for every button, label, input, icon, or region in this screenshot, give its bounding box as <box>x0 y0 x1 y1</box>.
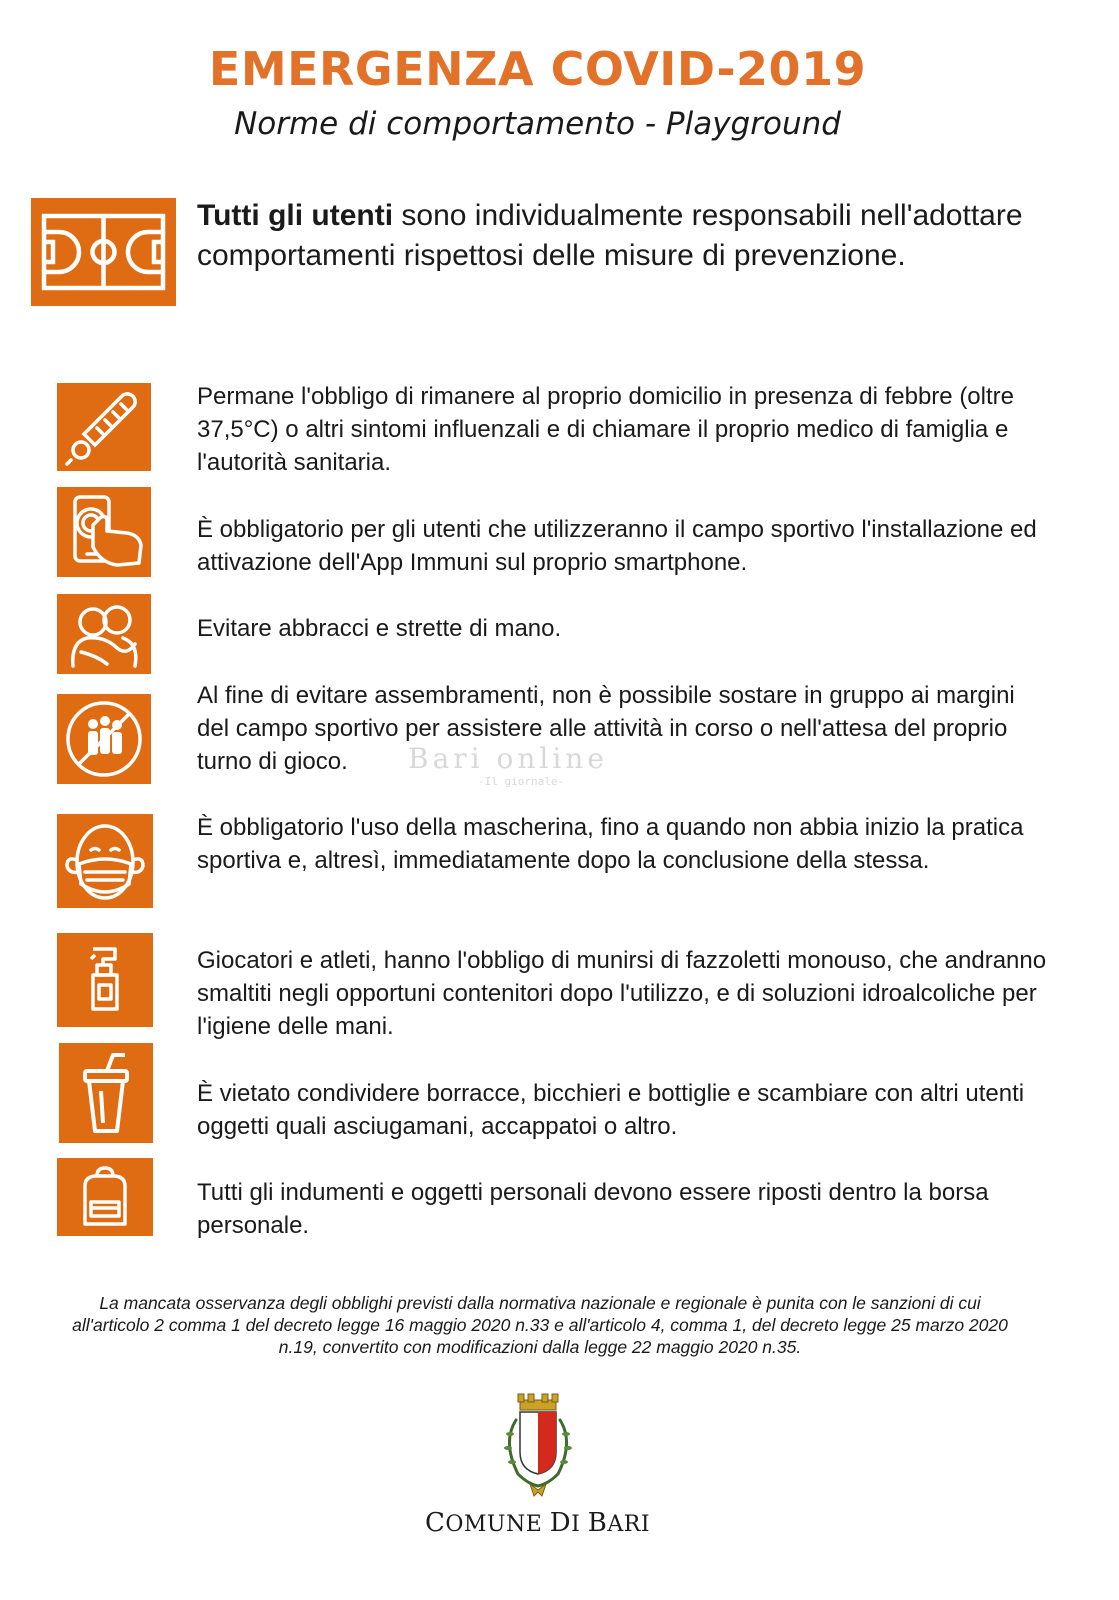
sanitizer-spray-icon <box>57 933 153 1027</box>
rule-no-hugs: Evitare abbracci e strette di mano. <box>197 615 562 642</box>
watermark: Bari online -Il giornale- <box>408 742 608 788</box>
page-title: EMERGENZA COVID-2019 <box>208 42 867 96</box>
rule-tissues-sanitizer: Giocatori e atleti, hanno l'obbligo di munirsi di fazzoletti monouso, che andranno smaltiti negli opportuni contenitori dopo l'utilizzo, e di soluzioni idroalcoliche per l'igiene delle mani. <box>197 947 1047 1040</box>
rule-mask: È obbligatorio l'uso della mascherina, fino a quando non abbia inizio la pratica sportiva e, altresì, immediatamente dopo la conclusione della stessa. <box>197 814 1024 874</box>
basketball-court-icon <box>31 198 176 306</box>
rule-fever: Permane l'obbligo di rimanere al proprio domicilio in presenza di febbre (oltre 37,5°C) o altri sintomi influenzali e di chiamare il proprio medico di famiglia e l'autorità sanitaria. <box>197 383 1014 476</box>
rule-personal-bag: Tutti gli indumenti e oggetti personali devono essere riposti dentro la borsa personale. <box>197 1179 989 1239</box>
thermometer-icon <box>57 383 151 471</box>
no-crowd-icon <box>57 694 151 784</box>
intro-text: sono individualmente responsabili nell'adottare comportamenti rispettosi delle misure di prevenzione. <box>197 199 1023 272</box>
intro-bold: Tutti gli utenti <box>197 199 394 232</box>
page-subtitle: Norme di comportamento - Playground <box>234 106 841 142</box>
rule-no-sharing: È vietato condividere borracce, bicchieri e bottiglie e scambiare con altri utenti oggetti quali asciugamani, accappatoi o altro. <box>197 1080 1025 1140</box>
smartphone-touch-icon <box>57 487 151 577</box>
backpack-icon <box>57 1158 153 1236</box>
bari-coat-of-arms-icon <box>490 1390 586 1502</box>
rule-no-gatherings: Al fine di evitare assembramenti, non è possibile sostare in gruppo ai margini del campo sportivo per assistere alle attività in corso o nell'attesa del proprio turno di gioco. <box>197 682 1015 775</box>
hug-icon <box>57 594 151 674</box>
intro-statement <box>197 196 1057 276</box>
footer-comune-di-bari: COMUNE DI BARI <box>424 1508 651 1538</box>
rule-app-immuni: È obbligatorio per gli utenti che utilizzeranno il campo sportivo l'installazione ed attivazione dell'App Immuni sul proprio smartphone. <box>197 516 1037 576</box>
face-mask-icon <box>57 814 153 908</box>
legal-footnote: La mancata osservanza degli obblighi previsti dalla normativa nazionale e regionale è punita con le sanzioni di cui all'articolo 2 comma 1 del decreto legge 16 maggio 2020 n.33 e all'articolo 4, comma 1, del decreto legge 25 marzo 2020 n.19, convertito con modificazioni dalla legge 22 maggio 2020 n.35. <box>72 1293 1008 1357</box>
cup-straw-icon <box>59 1043 153 1143</box>
